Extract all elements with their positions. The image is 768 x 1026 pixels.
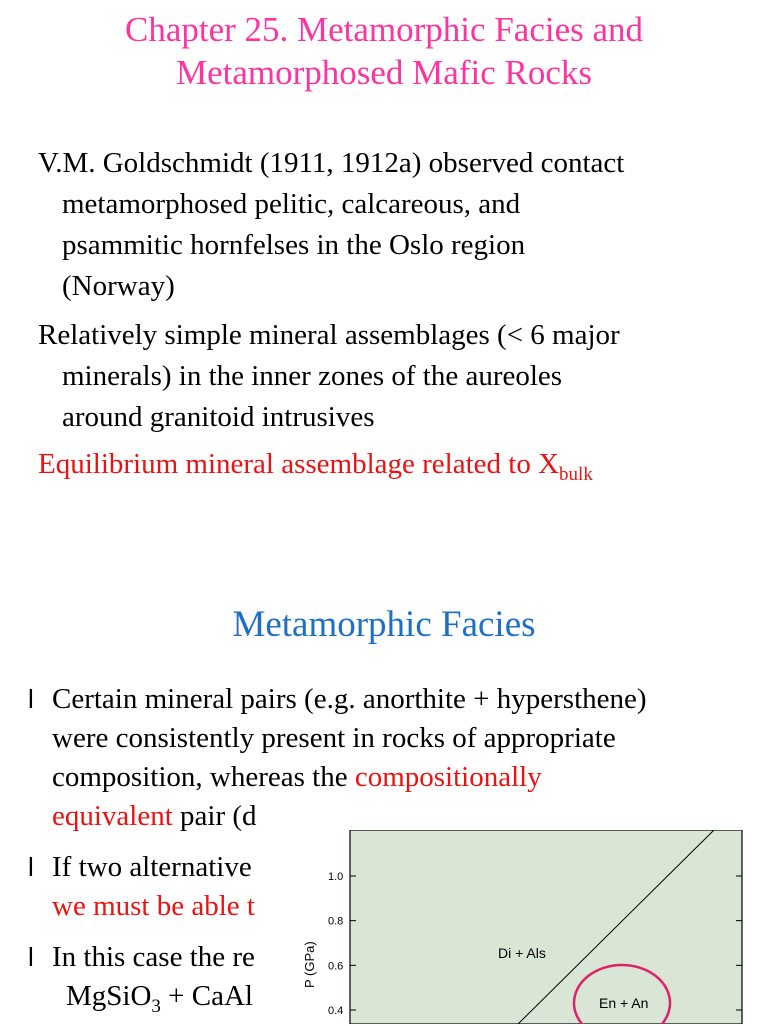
chart-svg	[292, 830, 768, 1024]
para1-line2: metamorphosed pelitic, calcareous, and	[62, 188, 521, 220]
y-tick-label: 0.8	[328, 915, 344, 928]
equilibrium-subscript: bulk	[559, 463, 593, 485]
equation-subscript: 3	[151, 995, 161, 1017]
bullet1-line3-red: compositionally	[354, 761, 542, 793]
y-tick-labels	[328, 871, 343, 1017]
bullet1-line2: were consistently present in rocks of appropriate	[52, 722, 616, 754]
bullet-marker: l	[28, 852, 34, 882]
equation-part1: MgSiO	[66, 980, 152, 1012]
bullet1-line3	[28, 758, 758, 797]
para1-line1: V.M. Goldschmidt (1911, 1912a) observed contact	[38, 147, 625, 179]
para2-line1: Relatively simple mineral assemblages (< 6 major	[38, 319, 620, 351]
bullet-marker: l	[28, 942, 34, 972]
paragraph-equilibrium	[38, 444, 748, 495]
region-label-di-als: Di + Als	[498, 945, 546, 961]
bullet1-line4-plain: pair (d	[172, 800, 257, 832]
paragraph-assemblages	[38, 315, 748, 438]
para1-line4: (Norway)	[62, 270, 175, 302]
region-label-en-an: En + An	[599, 995, 649, 1011]
y-axis-label: P (GPa)	[302, 941, 317, 988]
y-tick-label: 0.4	[328, 1005, 344, 1017]
chapter-title-line1: Chapter 25. Metamorphic Facies and	[124, 10, 644, 49]
bullet3-line1: In this case the re	[52, 941, 255, 973]
equilibrium-text: Equilibrium mineral assemblage related to X	[38, 448, 560, 480]
para1-line3: psammitic hornfelses in the Oslo region	[62, 229, 526, 261]
y-tick-label: 0.6	[328, 960, 344, 973]
bullet1-line3-plain: composition, whereas the	[52, 761, 355, 793]
paragraph-goldschmidt	[38, 143, 748, 307]
para2-line2: minerals) in the inner zones of the aureoles	[62, 360, 563, 392]
pressure-chart	[292, 830, 768, 1024]
para2-line3: around granitoid intrusives	[62, 401, 375, 433]
bullet1-line1: Certain mineral pairs (e.g. anorthite + hypersthene)	[52, 683, 647, 715]
facies-title: Metamorphic Facies	[232, 604, 536, 645]
bullet2-line2: we must be able t	[52, 890, 255, 922]
plot-area	[350, 830, 742, 1024]
chapter-title	[0, 8, 768, 94]
equation-part2: + CaAl	[160, 980, 253, 1012]
chapter-title-line2: Metamorphosed Mafic Rocks	[175, 53, 593, 92]
y-tick-label: 1.0	[328, 871, 344, 883]
bullet-marker: l	[28, 684, 34, 714]
bullet2-line1: If two alternative	[52, 851, 252, 883]
bullet-mineral-pairs	[28, 680, 758, 836]
bullet1-line4-red: equivalent	[52, 800, 173, 832]
